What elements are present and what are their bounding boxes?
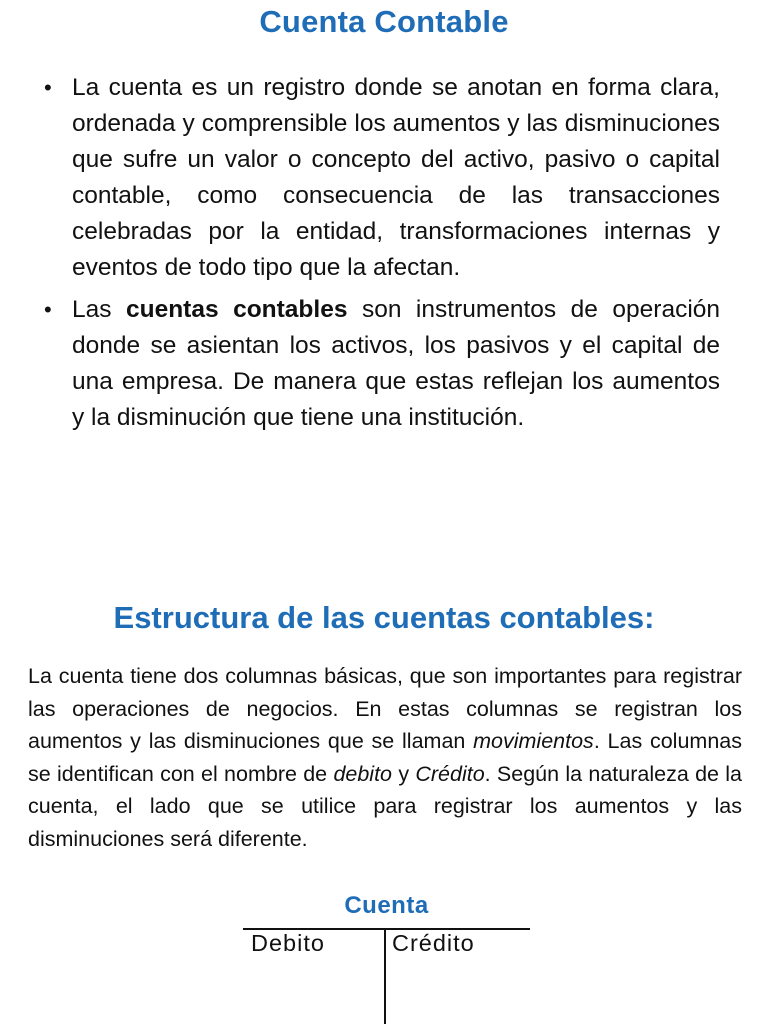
section-heading: Estructura de las cuentas contables:: [113, 600, 655, 635]
paragraph-italic-movimientos: movimientos: [473, 729, 594, 753]
paragraph-text: . Según la naturaleza de la cuenta, el lado que se utilice para registrar los aumentos y las disminuciones será diferente.: [28, 761, 743, 851]
t-account-title: Cuenta: [344, 892, 429, 919]
bullet-text-bold: cuentas contables: [126, 296, 348, 323]
bullet-text: La cuenta es un registro donde se anotan en forma clara, ordenada y comprensible los aumentos y las disminuciones que sufre un valor o concepto del activo, pasivo o capital contable, como consecuencia de las transacciones celebradas por la entidad, transformaciones internas y eventos de todo tipo que la afectan.: [72, 74, 720, 281]
t-account-credit-label: Crédito: [392, 930, 475, 956]
paragraph-text: y: [392, 761, 416, 786]
paragraph-italic-debito: debito: [333, 761, 393, 786]
bullet-dot-icon: •: [44, 75, 52, 100]
t-account-debit-label: Debito: [251, 930, 325, 956]
t-account-vertical-line: [384, 929, 386, 1024]
bullet-item-cuenta-definition: [42, 70, 720, 286]
page-title: Cuenta Contable: [259, 4, 509, 39]
structure-paragraph: [28, 660, 742, 855]
bullet-text-post: son instrumentos de operación donde se asientan los activos, los pasivos y el capital de una empresa. De manera que estas reflejan los aumentos y la disminución que tiene una institución.: [72, 296, 721, 431]
bullet-text-pre: Las: [72, 296, 126, 323]
paragraph-text: La cuenta tiene dos columnas básicas, que son importantes para registrar las operaciones de negocios. En estas columnas se registran los aumentos y las disminuciones que se llaman: [28, 664, 742, 753]
bullet-item-cuentas-contables: [42, 292, 720, 436]
paragraph-text: . Las columnas se identifican con el nombre de: [28, 729, 742, 786]
paragraph-italic-credito: Crédito: [415, 761, 485, 786]
t-account-diagram: [243, 892, 530, 1024]
bullet-dot-icon: •: [44, 297, 52, 322]
definition-bullet-list: [42, 70, 720, 442]
